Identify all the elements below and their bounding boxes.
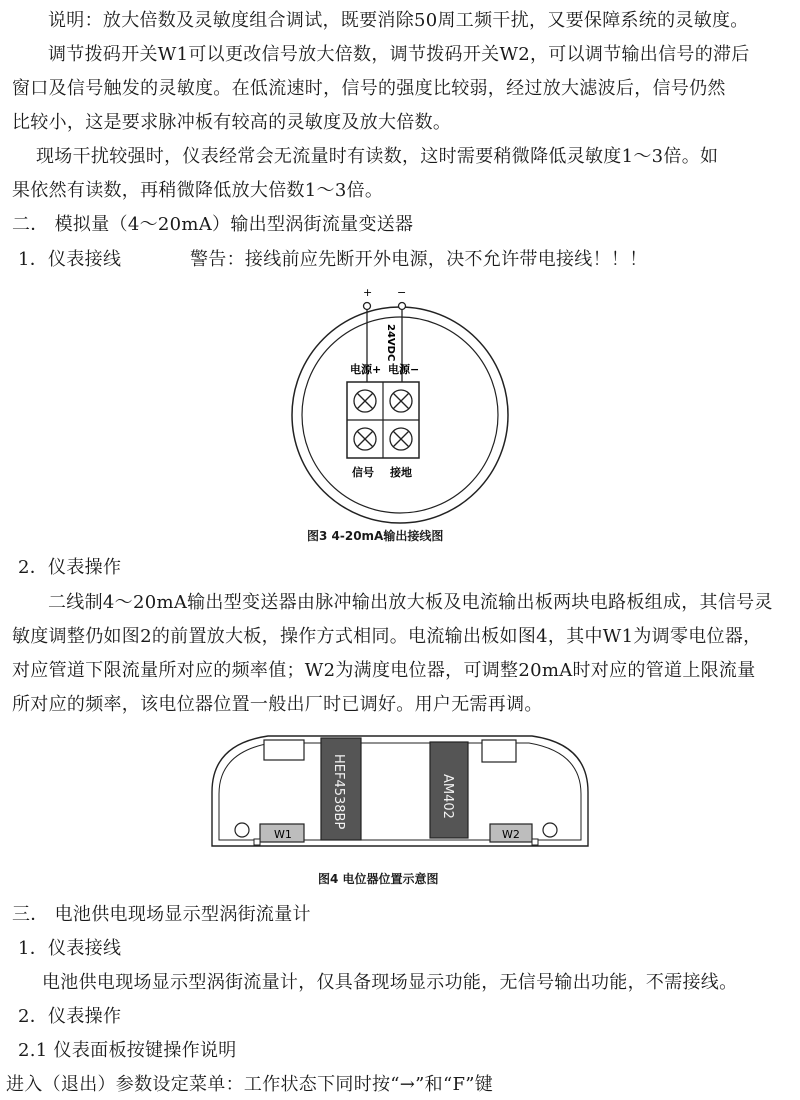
chip-hef4538bp-label: HEF4538BP — [331, 754, 346, 830]
plus-sign: + — [363, 286, 373, 299]
section-heading: 二． 模拟量（4～20mA）输出型涡街流量变送器 — [12, 214, 414, 235]
w2-label: W2 — [502, 828, 520, 841]
subsection-heading: 2．仪表操作 — [18, 557, 122, 578]
paragraph-line: 比较小，这是要求脉冲板有较高的灵敏度及放大倍数。 — [12, 112, 452, 133]
minus-sign: − — [397, 286, 407, 299]
paragraph-line: 调节拨码开关W1可以更改信号放大倍数，调节拨码开关W2，可以调节输出信号的滞后 — [48, 44, 750, 65]
subsection-heading: 1．仪表接线 — [18, 249, 122, 270]
plus-terminal — [364, 303, 371, 310]
paragraph-line: 果依然有读数，再稍微降低放大倍数1～3倍。 — [12, 180, 384, 201]
voltage-label: 24VDC — [385, 324, 396, 362]
component-pad-right — [482, 740, 516, 762]
minus-terminal — [399, 303, 406, 310]
wiring-diagram — [280, 280, 520, 525]
figure-caption: 图3 4-20mA输出接线图 — [307, 529, 444, 543]
paragraph-line: 所对应的频率，该电位器位置一般出厂时已调好。用户无需再调。 — [12, 694, 543, 715]
power-minus-label: 电源− — [388, 363, 420, 376]
ground-label: 接地 — [390, 466, 412, 479]
mount-hole-right — [543, 823, 557, 837]
paragraph-line: 现场干扰较强时，仪表经常会无流量时有读数，这时需要稍微降低灵敏度1～3倍。如 — [36, 146, 719, 167]
paragraph-line: 二线制4～20mA输出型变送器由脉冲输出放大板及电流输出板两块电路板组成，其信号灵 — [48, 592, 773, 613]
paragraph-line: 窗口及信号触发的灵敏度。在低流速时，信号的强度比较弱，经过放大滤波后，信号仍然 — [12, 78, 726, 99]
paragraph-line: 敏度调整仍如图2的前置放大板，操作方式相同。电流输出板如图4，其中W1为调零电位器， — [12, 626, 762, 647]
signal-label: 信号 — [352, 466, 374, 479]
paragraph-line: 进入（退出）参数设定菜单：工作状态下同时按“→”和“F”键 — [6, 1074, 494, 1095]
mount-hole-left — [235, 823, 249, 837]
subsection-heading: 2．仪表操作 — [18, 1006, 122, 1027]
w1-label: W1 — [274, 828, 292, 841]
subsection-heading: 1．仪表接线 — [18, 938, 122, 959]
component-pad-left — [264, 740, 304, 760]
figure-caption: 图4 电位器位置示意图 — [318, 872, 439, 886]
power-plus-label: 电源+ — [350, 363, 382, 376]
section-heading: 三． 电池供电现场显示型涡街流量计 — [12, 904, 311, 925]
paragraph-line: 对应管道下限流量所对应的频率值；W2为满度电位器，可调整20mA时对应的管道上限流量 — [12, 660, 756, 681]
subsection-heading: 2.1 仪表面板按键操作说明 — [18, 1040, 237, 1061]
warning-text: 警告：接线前应先断开外电源，决不允许带电接线！！！ — [190, 249, 648, 270]
chip-am402-label: AM402 — [440, 774, 455, 819]
paragraph-line: 电池供电现场显示型涡街流量计，仅具备现场显示功能，无信号输出功能，不需接线。 — [42, 972, 738, 993]
circuit-board-diagram — [208, 730, 592, 860]
paragraph-line: 说明：放大倍数及灵敏度组合调试，既要消除50周工频干扰，又要保障系统的灵敏度。 — [48, 10, 749, 31]
